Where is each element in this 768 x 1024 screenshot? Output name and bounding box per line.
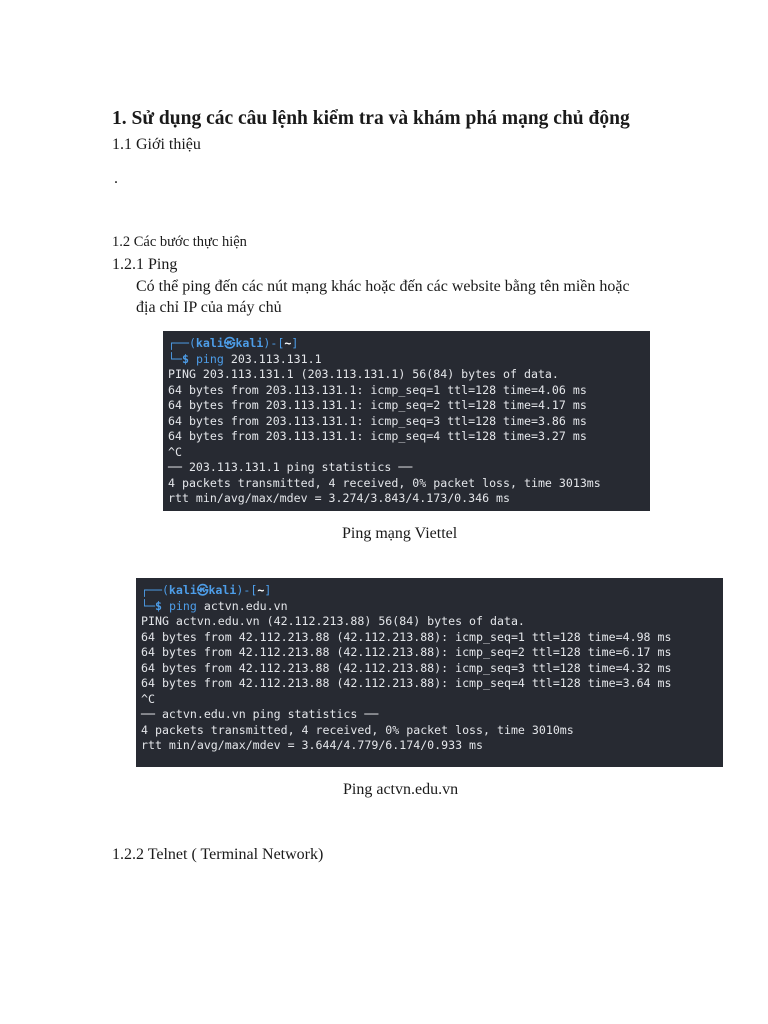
terminal-command-line: └─$ ping actvn.edu.vn [141,598,288,613]
terminal-output-line: ^C [168,444,182,459]
section-1-2-2-heading: 1.2.2 Telnet ( Terminal Network) [112,846,324,863]
placeholder-dot: . [114,170,118,187]
terminal-output-line: ── actvn.edu.vn ping statistics ── [141,707,379,721]
terminal-output-line: 64 bytes from 203.113.131.1: icmp_seq=1 ttl=128 time=4.06 ms [168,382,587,397]
terminal-output-line: PING 203.113.131.1 (203.113.131.1) 56(84) bytes of data. [168,367,559,381]
terminal-screenshot-viettel [163,331,650,511]
terminal-output-line: ^C [141,691,155,706]
terminal-output-line: ── 203.113.131.1 ping statistics ── [168,460,413,474]
terminal-output-line: 64 bytes from 42.112.213.88 (42.112.213.88): icmp_seq=3 ttl=128 time=4.32 ms [141,660,672,675]
terminal-command-line: └─$ ping 203.113.131.1 [168,351,322,366]
terminal-output-line: 64 bytes from 203.113.131.1: icmp_seq=4 ttl=128 time=3.27 ms [168,429,587,443]
terminal-prompt-line: ┌──(kali㉿kali)-[~] [141,583,272,597]
paragraph-line-2: địa chỉ IP của máy chủ [136,299,282,316]
terminal-output-line: 64 bytes from 42.112.213.88 (42.112.213.88): icmp_seq=1 ttl=128 time=4.98 ms [141,629,672,644]
terminal-output-line: rtt min/avg/max/mdev = 3.644/4.779/6.174/0.933 ms [141,738,484,752]
section-1-2-heading: 1.2 Các bước thực hiện [112,234,247,250]
paragraph-line-1: Có thể ping đến các nút mạng khác hoặc đến các website bằng tên miền hoặc [136,278,630,295]
terminal-output-line: 64 bytes from 203.113.131.1: icmp_seq=2 ttl=128 time=4.17 ms [168,398,587,412]
figure-caption-2: Ping actvn.edu.vn [343,781,459,798]
terminal-output-line: 64 bytes from 42.112.213.88 (42.112.213.88): icmp_seq=4 ttl=128 time=3.64 ms [141,676,672,690]
terminal-output-line: rtt min/avg/max/mdev = 3.274/3.843/4.173/0.346 ms [168,491,511,505]
terminal-prompt-line: ┌──(kali㉿kali)-[~] [168,336,299,350]
terminal-screenshot-actvn [136,578,723,767]
terminal-output-line: 64 bytes from 203.113.131.1: icmp_seq=3 ttl=128 time=3.86 ms [168,413,587,428]
section-1-2-1-heading: 1.2.1 Ping [112,256,178,273]
terminal-output-line: 4 packets transmitted, 4 received, 0% packet loss, time 3013ms [168,475,601,490]
figure-caption-1: Ping mạng Viettel [342,525,458,542]
section-1-1-heading: 1.1 Giới thiệu [112,136,201,153]
terminal-output-line: 64 bytes from 42.112.213.88 (42.112.213.88): icmp_seq=2 ttl=128 time=6.17 ms [141,645,672,659]
section-1-heading: 1. Sử dụng các câu lệnh kiểm tra và khám phá mạng chủ động [112,108,630,129]
terminal-output-line: 4 packets transmitted, 4 received, 0% packet loss, time 3010ms [141,722,574,737]
terminal-output-line: PING actvn.edu.vn (42.112.213.88) 56(84) bytes of data. [141,614,525,628]
